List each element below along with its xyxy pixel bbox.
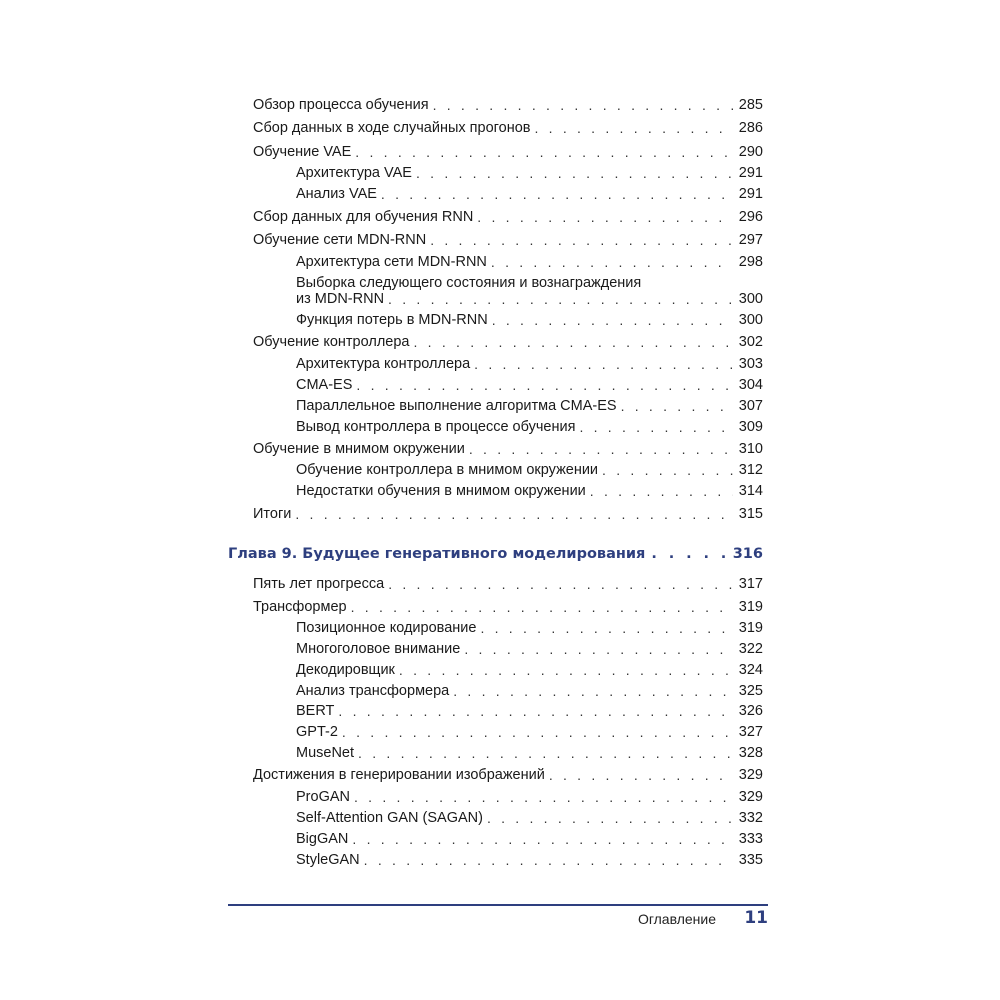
toc-entry-title: Обучение VAE (253, 144, 352, 160)
leader-dots (381, 185, 733, 203)
toc-entry-title: Пять лет прогресса (253, 576, 385, 592)
toc-entry-page: 309 (738, 419, 763, 435)
toc-subentry (296, 164, 763, 182)
toc-subentry (296, 482, 763, 500)
toc-entry-page: 303 (738, 356, 763, 372)
footer-section-label: Оглавление (637, 911, 716, 927)
leader-dots (295, 505, 733, 523)
leader-dots (464, 640, 733, 658)
leader-dots (621, 397, 733, 415)
toc-entry (253, 333, 763, 351)
toc-entry (253, 143, 763, 161)
toc-entry-title: ProGAN (296, 789, 350, 805)
toc-entry-page: 298 (738, 254, 763, 270)
toc-subentry-title-line1: Выборка следующего состояния и вознаграждения (296, 275, 642, 291)
toc-subentry (296, 290, 763, 308)
leader-dots (413, 333, 733, 351)
leader-dots (477, 208, 733, 226)
toc-entry-title: Обучение сети MDN-RNN (253, 232, 427, 248)
toc-subentry (296, 702, 763, 720)
leader-dots (356, 376, 733, 394)
toc-entry-title: Функция потерь в MDN-RNN (296, 312, 488, 328)
toc-entry-page: 335 (738, 852, 763, 868)
chapter-title: Глава 9. Будущее генеративного моделирования (228, 546, 646, 562)
leader-dots (480, 619, 733, 637)
toc-subentry (296, 682, 763, 700)
toc-entry-title: StyleGAN (296, 852, 360, 868)
toc-entry-page: 304 (738, 377, 763, 393)
toc-entry-title: CMA-ES (296, 377, 353, 393)
leader-dots (351, 598, 733, 616)
toc-entry (253, 766, 763, 784)
toc-entry-title: GPT-2 (296, 724, 338, 740)
toc-entry-page: 310 (738, 441, 763, 457)
leader-dots (487, 809, 733, 827)
toc-entry-page: 322 (738, 641, 763, 657)
toc-entry-title: Трансформер (253, 599, 347, 615)
leader-dots (579, 418, 733, 436)
chapter-heading (228, 544, 763, 564)
leader-dots (651, 544, 728, 564)
toc-entry-page: 333 (738, 831, 763, 847)
toc-entry-page: 296 (738, 209, 763, 225)
leader-dots (352, 830, 733, 848)
toc-entry-page: 326 (738, 703, 763, 719)
toc-subentry (296, 376, 763, 394)
toc-entry (253, 96, 763, 114)
toc-entry-title: из MDN-RNN (296, 291, 385, 307)
toc-entry-page: 332 (738, 810, 763, 826)
toc-entry-page: 291 (738, 165, 763, 181)
toc-entry-title: Параллельное выполнение алгоритма CMA-ES (296, 398, 617, 414)
toc-subentry (296, 723, 763, 741)
toc-entry-title: Многоголовое внимание (296, 641, 461, 657)
toc-entry-title: Достижения в генерировании изображений (253, 767, 545, 783)
leader-dots (491, 253, 733, 271)
toc-entry-title: Обучение контроллера (253, 334, 410, 350)
toc-entry-title: Обучение в мнимом окружении (253, 441, 465, 457)
toc-entry (253, 119, 763, 137)
toc-subentry (296, 185, 763, 203)
leader-dots (433, 96, 733, 114)
toc-entry-title: BigGAN (296, 831, 349, 847)
leader-dots (453, 682, 733, 700)
toc-subentry (296, 661, 763, 679)
toc-entry-page: 314 (738, 483, 763, 499)
toc-entry-page: 307 (738, 398, 763, 414)
leader-dots (388, 575, 733, 593)
toc-entry-page: 319 (738, 599, 763, 615)
leader-dots (354, 788, 733, 806)
toc-entry (253, 208, 763, 226)
leader-dots (355, 143, 733, 161)
toc-entry-page: 297 (738, 232, 763, 248)
toc-entry (253, 598, 763, 616)
leader-dots (474, 355, 733, 373)
footer-page-number: 11 (744, 908, 768, 928)
toc-entry-page: 290 (738, 144, 763, 160)
toc-entry-title: Архитектура контроллера (296, 356, 471, 372)
chapter-page: 316 (732, 546, 763, 562)
toc-entry-title: Недостатки обучения в мнимом окружении (296, 483, 586, 499)
toc-subentry (296, 355, 763, 373)
toc-entry-title: Self-Attention GAN (SAGAN) (296, 810, 483, 826)
toc-subentry (296, 397, 763, 415)
toc-subentry (296, 851, 763, 869)
leader-dots (430, 231, 733, 249)
toc-entry (253, 505, 763, 523)
toc-entry-title: Архитектура VAE (296, 165, 412, 181)
leader-dots (549, 766, 733, 784)
toc-entry (253, 231, 763, 249)
toc-entry-page: 317 (738, 576, 763, 592)
leader-dots (364, 851, 733, 869)
toc-entry-page: 324 (738, 662, 763, 678)
toc-entry-page: 291 (738, 186, 763, 202)
toc-subentry (296, 253, 763, 271)
toc-entry-title: Вывод контроллера в процессе обучения (296, 419, 576, 435)
leader-dots (602, 461, 733, 479)
toc-entry-page: 300 (738, 291, 763, 307)
toc-entry (253, 575, 763, 593)
toc-subentry (296, 809, 763, 827)
toc-entry-title: Обзор процесса обучения (253, 97, 429, 113)
leader-dots (358, 744, 733, 762)
toc-entry-title: Сбор данных для обучения RNN (253, 209, 474, 225)
toc-entry-page: 327 (738, 724, 763, 740)
toc-subentry (296, 461, 763, 479)
toc-subentry (296, 311, 763, 329)
toc-entry-title: Итоги (253, 506, 292, 522)
toc-entry-page: 302 (738, 334, 763, 350)
leader-dots (338, 702, 733, 720)
toc-entry-page: 286 (738, 120, 763, 136)
toc-entry-page: 329 (738, 767, 763, 783)
toc-entry-title: Декодировщик (296, 662, 395, 678)
toc-entry-page: 328 (738, 745, 763, 761)
toc-subentry (296, 788, 763, 806)
leader-dots (534, 119, 733, 137)
leader-dots (399, 661, 733, 679)
leader-dots (388, 290, 733, 308)
toc-subentry (296, 418, 763, 436)
toc-subentry (296, 830, 763, 848)
toc-entry-page: 319 (738, 620, 763, 636)
leader-dots (469, 440, 733, 458)
toc-subentry (296, 744, 763, 762)
toc-entry-title: BERT (296, 703, 335, 719)
leader-dots (590, 482, 733, 500)
toc-entry-page: 300 (738, 312, 763, 328)
toc-subentry (296, 619, 763, 637)
toc-entry-page: 329 (738, 789, 763, 805)
toc-entry-title: Анализ VAE (296, 186, 377, 202)
toc-entry-title: Архитектура сети MDN-RNN (296, 254, 487, 270)
toc-entry-title: Обучение контроллера в мнимом окружении (296, 462, 599, 478)
toc-entry-page: 315 (738, 506, 763, 522)
leader-dots (492, 311, 733, 329)
toc-entry-title: Позиционное кодирование (296, 620, 477, 636)
footer-rule (228, 904, 768, 906)
toc-subentry (296, 640, 763, 658)
toc-entry-page: 285 (738, 97, 763, 113)
toc-entry-title: Сбор данных в ходе случайных прогонов (253, 120, 531, 136)
toc-entry-page: 325 (738, 683, 763, 699)
leader-dots (342, 723, 733, 741)
toc-entry-title: Анализ трансформера (296, 683, 450, 699)
toc-entry-title: MuseNet (296, 745, 355, 761)
toc-entry (253, 440, 763, 458)
leader-dots (416, 164, 733, 182)
toc-entry-page: 312 (738, 462, 763, 478)
